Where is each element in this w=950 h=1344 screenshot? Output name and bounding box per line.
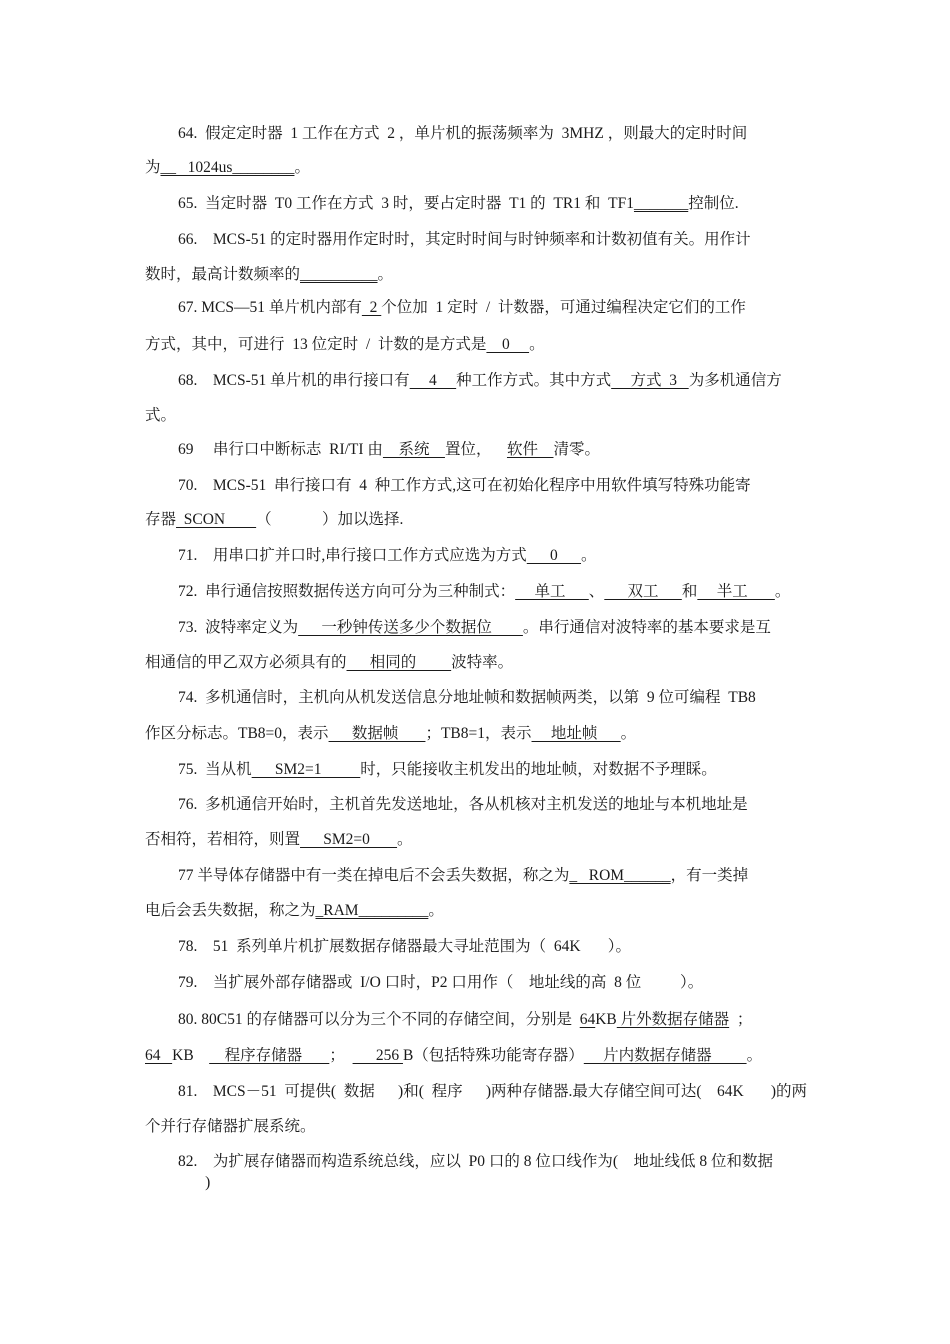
answer-blank: SM2=0 [300, 831, 398, 848]
text-run: 式。 [145, 407, 177, 424]
answer-blank: 单工 [515, 583, 589, 600]
text-run: 个位加 1 定时 / 计数器，可通过编程决定它们的工作 [381, 299, 746, 316]
answer-blank: 片外数据存储器 [616, 1011, 730, 1028]
text-line [178, 371, 782, 391]
text-run: 存器 [145, 511, 177, 528]
answer-blank: SM2=1 [251, 761, 361, 778]
text-run: ；TB8=1，表示 [425, 725, 532, 742]
text-run: KB [172, 1047, 210, 1064]
text-line [178, 476, 751, 496]
text-line [145, 724, 636, 744]
text-run: KB [595, 1011, 617, 1028]
text-run: 81. MCS－51 可提供( 数据 )和( 程序 )两种存储器.最大存储空间可达( 64K )的两 [178, 1083, 808, 1100]
text-run: 75. 当从机 [178, 761, 252, 778]
answer-blank: 0 [486, 336, 530, 353]
text-line [145, 830, 413, 850]
text-run: 69 串行口中断标志 RI/TI 由 [178, 441, 383, 458]
text-run: 76. 多机通信开始时，主机首先发送地址，各从机核对主机发送的地址与本机地址是 [178, 796, 748, 813]
text-run: ； [729, 1011, 753, 1028]
answer-blank: 4 [409, 372, 457, 389]
text-line [178, 230, 751, 250]
text-line [145, 335, 545, 355]
answer-blank: 64 [579, 1011, 596, 1028]
text-line [178, 124, 747, 144]
text-line [178, 194, 739, 214]
text-run: 65. 当定时器 T0 工作在方式 3 时，要占定时器 T1 的 TR1 和 TF1 [178, 195, 634, 212]
text-run: 79. 当扩展外部存储器或 I/O 口时，P2 口用作（ 地址线的高 8 位 ）。 [178, 974, 704, 991]
text-run: 78. 51 系列单片机扩展数据存储器最大寻址范围为（ 64K ）。 [178, 938, 631, 955]
text-run: 74. 多机通信时，主机向从机发送信息分地址帧和数据帧两类，以第 9 位可编程 TB8 [178, 689, 756, 706]
answer-blank: 0 [526, 547, 582, 564]
answer-blank: 相同的 [346, 654, 452, 671]
answer-blank: 数据帧 [328, 725, 426, 742]
text-run: （ ）加以选择. [256, 511, 404, 528]
answer-blank: 系统 [382, 441, 445, 458]
answer-blank: __ 1024us________ [160, 159, 295, 176]
answer-blank: __________ [300, 266, 378, 283]
answer-blank: 程序存储器 [209, 1047, 330, 1064]
text-line [178, 688, 756, 708]
text-run: 个并行存储器扩展系统。 [145, 1118, 316, 1135]
text-line [145, 653, 513, 673]
text-line [145, 510, 403, 530]
text-run: 82. 为扩展存储器而构造系统总线，应以 P0 口的 8 位口线作为( 地址线低 8 位和数据 [178, 1153, 774, 1170]
text-run: 。 [620, 725, 637, 742]
answer-blank: 半工 [697, 583, 775, 600]
text-line [178, 795, 748, 815]
text-run: 为 [145, 159, 161, 176]
text-run: 73. 波特率定义为 [178, 619, 299, 636]
text-run: 。 [377, 266, 394, 283]
text-run: 。串行通信对波特率的基本要求是互 [522, 619, 771, 636]
text-run: 方式，其中，可进行 13 位定时 / 计数的是方式是 [145, 336, 487, 353]
text-line [178, 440, 600, 460]
answer-blank: 地址帧 [531, 725, 621, 742]
answer-blank: 双工 [604, 583, 682, 600]
text-run: 电后会丢失数据，称之为 [145, 902, 316, 919]
text-run: 和 [681, 583, 698, 600]
text-line [145, 158, 310, 178]
text-run: 数时，最高计数频率的 [145, 266, 301, 283]
text-run: 72. 串行通信按照数据传送方向可分为三种制式： [178, 583, 516, 600]
text-run: 66. MCS-51 的定时器用作定时时，其定时时间与时钟频率和计数初值有关。用作计 [178, 231, 751, 248]
text-run: 。 [529, 336, 545, 353]
text-line [145, 1046, 762, 1066]
text-run: ) [178, 1174, 211, 1191]
text-run: 。 [428, 902, 444, 919]
text-line [178, 582, 790, 602]
text-run: B（包括特殊功能寄存器） [402, 1047, 584, 1064]
text-line [178, 760, 717, 780]
answer-blank: 2 [361, 299, 382, 316]
text-run: 。 [397, 831, 413, 848]
text-run: 作区分标志。TB8=0，表示 [145, 725, 329, 742]
text-line [178, 937, 631, 957]
text-run: 波特率。 [451, 654, 514, 671]
text-run: 置位， [444, 441, 507, 458]
answer-blank: SCON [176, 511, 257, 528]
text-run: 67. MCS—51 单片机内部有 [178, 299, 362, 316]
text-line [178, 1082, 807, 1102]
text-run: ，有一类掉 [670, 867, 749, 884]
text-run: 否相符，若相符，则置 [145, 831, 301, 848]
text-run: 相通信的甲乙双方必须具有的 [145, 654, 347, 671]
text-run: 。 [581, 547, 597, 564]
answer-blank: 软件 [506, 441, 554, 458]
answer-blank: 64 [145, 1047, 173, 1064]
text-run: 80. 80C51 的存储器可以分为三个不同的存储空间，分别是 [178, 1011, 580, 1028]
text-run: 70. MCS-51 串行接口有 4 种工作方式,这可在初始化程序中用软件填写特殊功能寄 [178, 477, 751, 494]
answer-blank: 256 [352, 1047, 403, 1064]
text-run: 清零。 [553, 441, 600, 458]
text-line [145, 901, 444, 921]
text-line [145, 1117, 316, 1137]
text-run: 68. MCS-51 单片机的串行接口有 [178, 372, 410, 389]
text-line [178, 973, 703, 993]
text-line [178, 1173, 210, 1193]
text-run: ； [329, 1047, 353, 1064]
answer-blank: _______ [633, 195, 689, 212]
answer-blank: _ ROM______ [569, 867, 671, 884]
text-run: 。 [774, 583, 791, 600]
text-run: 。 [294, 159, 310, 176]
text-run: 77 半导体存储器中有一类在掉电后不会丢失数据，称之为 [178, 867, 570, 884]
text-line [145, 265, 393, 285]
text-run: 为多机通信方 [688, 372, 782, 389]
text-run: 、 [588, 583, 605, 600]
text-line [178, 298, 746, 318]
text-run: 64. 假定定时器 1 工作在方式 2 ，单片机的振荡频率为 3MHZ ，则最大的定时时间 [178, 125, 748, 142]
answer-blank: _RAM_________ [315, 902, 429, 919]
text-line [145, 406, 176, 426]
answer-blank: 片内数据存储器 [583, 1047, 747, 1064]
text-run: 种工作方式。其中方式 [456, 372, 612, 389]
text-run: 。 [746, 1047, 763, 1064]
text-line [178, 866, 748, 886]
answer-blank: 一秒钟传送多少个数据位 [298, 619, 523, 636]
text-run: 71. 用串口扩并口时,串行接口工作方式应选为方式 [178, 547, 527, 564]
text-run: 控制位. [688, 195, 739, 212]
text-line [178, 1010, 752, 1030]
text-run: 时，只能接收主机发出的地址帧，对数据不予理睬。 [360, 761, 717, 778]
text-line [178, 618, 771, 638]
text-line [178, 1152, 773, 1172]
answer-blank: 方式 3 [611, 372, 689, 389]
text-line [178, 546, 597, 566]
